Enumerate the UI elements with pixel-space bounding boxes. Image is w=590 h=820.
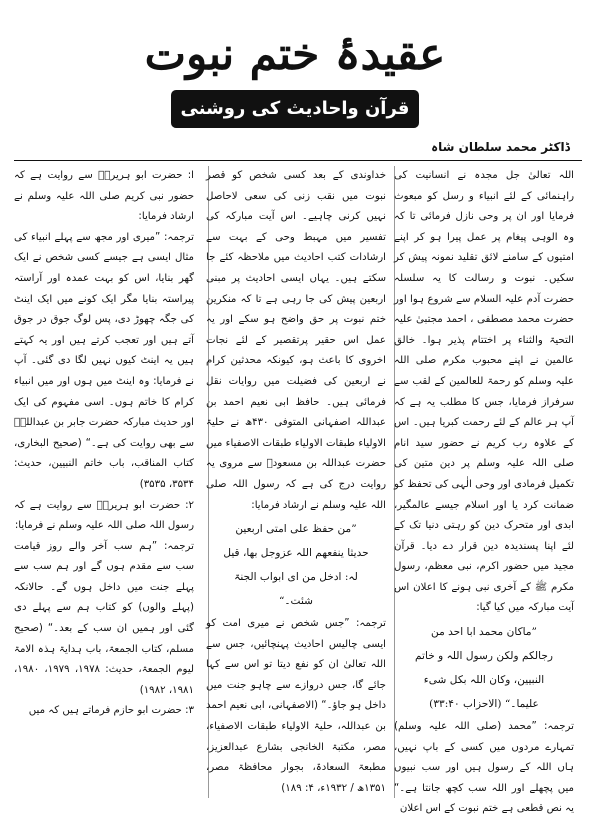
paragraph: ترجمہ: ”میری اور مجھ سے پہلے انبیاء کی مثال ایسی ہے جیسے کسی شخص نے ایک گھر بنایا، اس کو بہت عمدہ اور آراستہ پیراستہ بنایا مگر ایک کونے میں ایک اینٹ کی جگہ چھوڑ دی، پس لوگ جوق در جوق آتے ہیں اور تعجب کرتے ہیں اور یہ کہتے ہیں یہ اینٹ کیوں نہیں لگا دی گئی۔ آپ نے فرمایا: وہ اینٹ میں ہوں اور میں انبیاء کرام کا خاتم ہوں۔ اسی مفہوم کی ایک اور حدیث مبارکہ حضرت جابر بن عبداللہؓ سے بھی روایت کی ہے۔“ (صحیح البخاری، کتاب المناقب، باب خاتم النبیین، حدیث: ۳۵۳۴، ۳۵۳۵) [14,231,194,490]
hadith-arabic-line: لہ: ادخل من ای ابواب الجنۃ [234,571,358,584]
subtitle-banner [171,90,419,157]
subtitle-text: قرآن واحادیث کی روشنی میں! [180,98,410,157]
article-title: عقیدۂ ختم نبوت [144,29,446,80]
paragraph: اللہ تعالیٰ جل مجدہ نے انسانیت کی راہنمائی کے لئے انبیاء و رسل کو مبعوث فرمایا اور ان پر وحی نازل فرمائی تا کہ وہ الوہی پیغام پر عمل پیرا ہو کر اپنے امتیوں کے سامنے لائق تقلید نمونہ پیش کر سکیں۔ نبوت و رسالت کا یہ سلسلہ حضرت آدم علیہ السلام سے شروع ہوا اور حضرت محمد مصطفی ، احمد مجتبیٰ علیہ التحیۃ والثناء پر اختتام پذیر ہوا۔ خالق عالمین نے اپنے محبوب مکرم صلی اللہ علیہ وسلم کو رحمۃ للعالمین کے لقب سے سرفراز فرمایا، جس کا مطلب یہ ہے کہ آپ ہر عالم کے لئے رحمت کبریا ہیں۔ اس کے علاوہ رب کریم نے حضور سید انام صلی اللہ علیہ وسلم پر دین متین کی تکمیل فرمادی اور وحی الٰہی کی تحفظ کو ضمانت کرد یا اور اسلام جیسے عالمگیر، ابدی اور متحرک دین کو رہتی دنیا تک کے لئے اپنا پسندیدہ دین قرار دے دیا۔ قرآن مجید میں حضور اکرم، نبی معظم، رسول مکرم ﷺ کے آخری نبی ہونے کا اعلان اس آیت مبارکہ میں کیا گیا: [394,170,574,614]
paragraph: ترجمہ: ”ہم سب آخر والے روز قیامت سب سے مقدم ہوں گے اور ہم سب سے پہلے جنت میں داخل ہوں گے۔ حالانکہ (پہلے والوں) کو کتاب ہم سے پہلے دی گئی اور ہمیں ان سب کے بعد۔“ (صحیح مسلم، کتاب الجمعۃ، باب ہدایۃ ہذہ الامۃ لیوم الجمعۃ، حدیث: ۱۹۷۸، ۱۹۷۹، ۱۹۸۰، ۱۹۸۱، ۱۹۸۲) [14,540,194,696]
author-name: ڈاکٹر محمد سلطان شاہ [431,140,570,154]
paragraph: ترجمہ: ”جس شخص نے میری امت کو ایسی چالیس احادیث پہنچائیں، جس سے اللہ تعالیٰ ان کو نفع دیتا تو اس سے کہا جائے گا، جس دروازے سے چاہو جنت میں داخل ہو جاؤ۔“ (الاصفہانی، ابی نعیم احمد بن عبداللہ، حلیۃ الاولیاء طبقات الاصفیاء، مصر، مکتبۃ الخانجی بشارع عبدالعزیز، مطبعۃ السعادۃ، بجوار محافظۃ مصر، ۱۳۵۱ھ / ۱۹۳۲ء، ۴: ۱۸۹) [206,618,386,794]
column-left [14,166,194,800]
quran-verse-line: النبیین، وکان اللہ بکل شیء [423,674,545,687]
hadith-arabic-line: ”من حفظ علی امتی اربعین [235,523,357,536]
quran-verse-line: ”ماکان محمد ابا احد من [431,626,537,639]
paragraph: خداوندی کے بعد کسی شخص کو قصر نبوت میں نقب زنی کی سعی لاحاصل نہیں کرنی چاہیے۔ اس آیت مبارکہ کی تفسیر میں مہبط وحی کے بہت سے ارشادات کتب احادیث میں ملاحظہ کئے جا سکتے ہیں۔ یہاں ایسی احادیث پر مبنی اربعین پیش کی جا رہی ہے تا کہ منکرین ختم نبوت پر حق واضح ہو سکے اور یہ عمل اس حقیر پرتقصیر کے لئے نجات اخروی کا باعث ہو، کیونکہ محدثین کرام نے اربعین کی فضیلت میں روایات نقل فرمائی ہیں۔ حافظ ابی نعیم احمد بن عبداللہ اصفہانی المتوفی ۴۳۰ھ نے حلیۃ الاولیاء طبقات الاولیاء طبقات الاصفیاء میں حضرت عبداللہ بن مسعودؓ سے مروی یہ روایت درج کی ہے کہ رسول اللہ صلی اللہ علیہ وسلم نے ارشاد فرمایا: [206,170,386,511]
paragraph: ا: حضرت ابو ہریرہؓ سے روایت ہے کہ حضور نبی کریم صلی اللہ علیہ وسلم نے ارشاد فرمایا: [14,170,194,223]
header-divider [14,160,582,161]
quran-verse-line: رجالکم ولکن رسول اللہ و خاتم [414,650,554,663]
column-middle [206,166,386,800]
hadith-arabic-line: شئت۔“ [278,595,314,608]
quran-verse-line: علیما۔“ (الاحزاب ۳۳:۴۰) [429,698,539,711]
paragraph: ۳: حضرت ابو حازم فرماتے ہیں کہ میں [28,705,194,717]
paragraph: ۲: حضرت ابو ہریرہؓ سے روایت ہے کہ رسول اللہ صلی اللہ علیہ وسلم نے فرمایا: [14,499,194,532]
hadith-arabic-line: حدیثا ینفعھم اللہ عزوجل بھا، قیل [223,547,369,560]
paragraph: ترجمہ: ”محمد (صلی اللہ علیہ وسلم) تمہارے مردوں میں کسی کے باپ نہیں، ہاں اللہ کے رسول ہیں اور سب نبیوں میں پچھلے اور اللہ سب کچھ جانتا ہے۔“ یہ نص قطعی ہے ختم نبوت کے اس اعلان [394,721,574,815]
column-right [394,166,574,815]
